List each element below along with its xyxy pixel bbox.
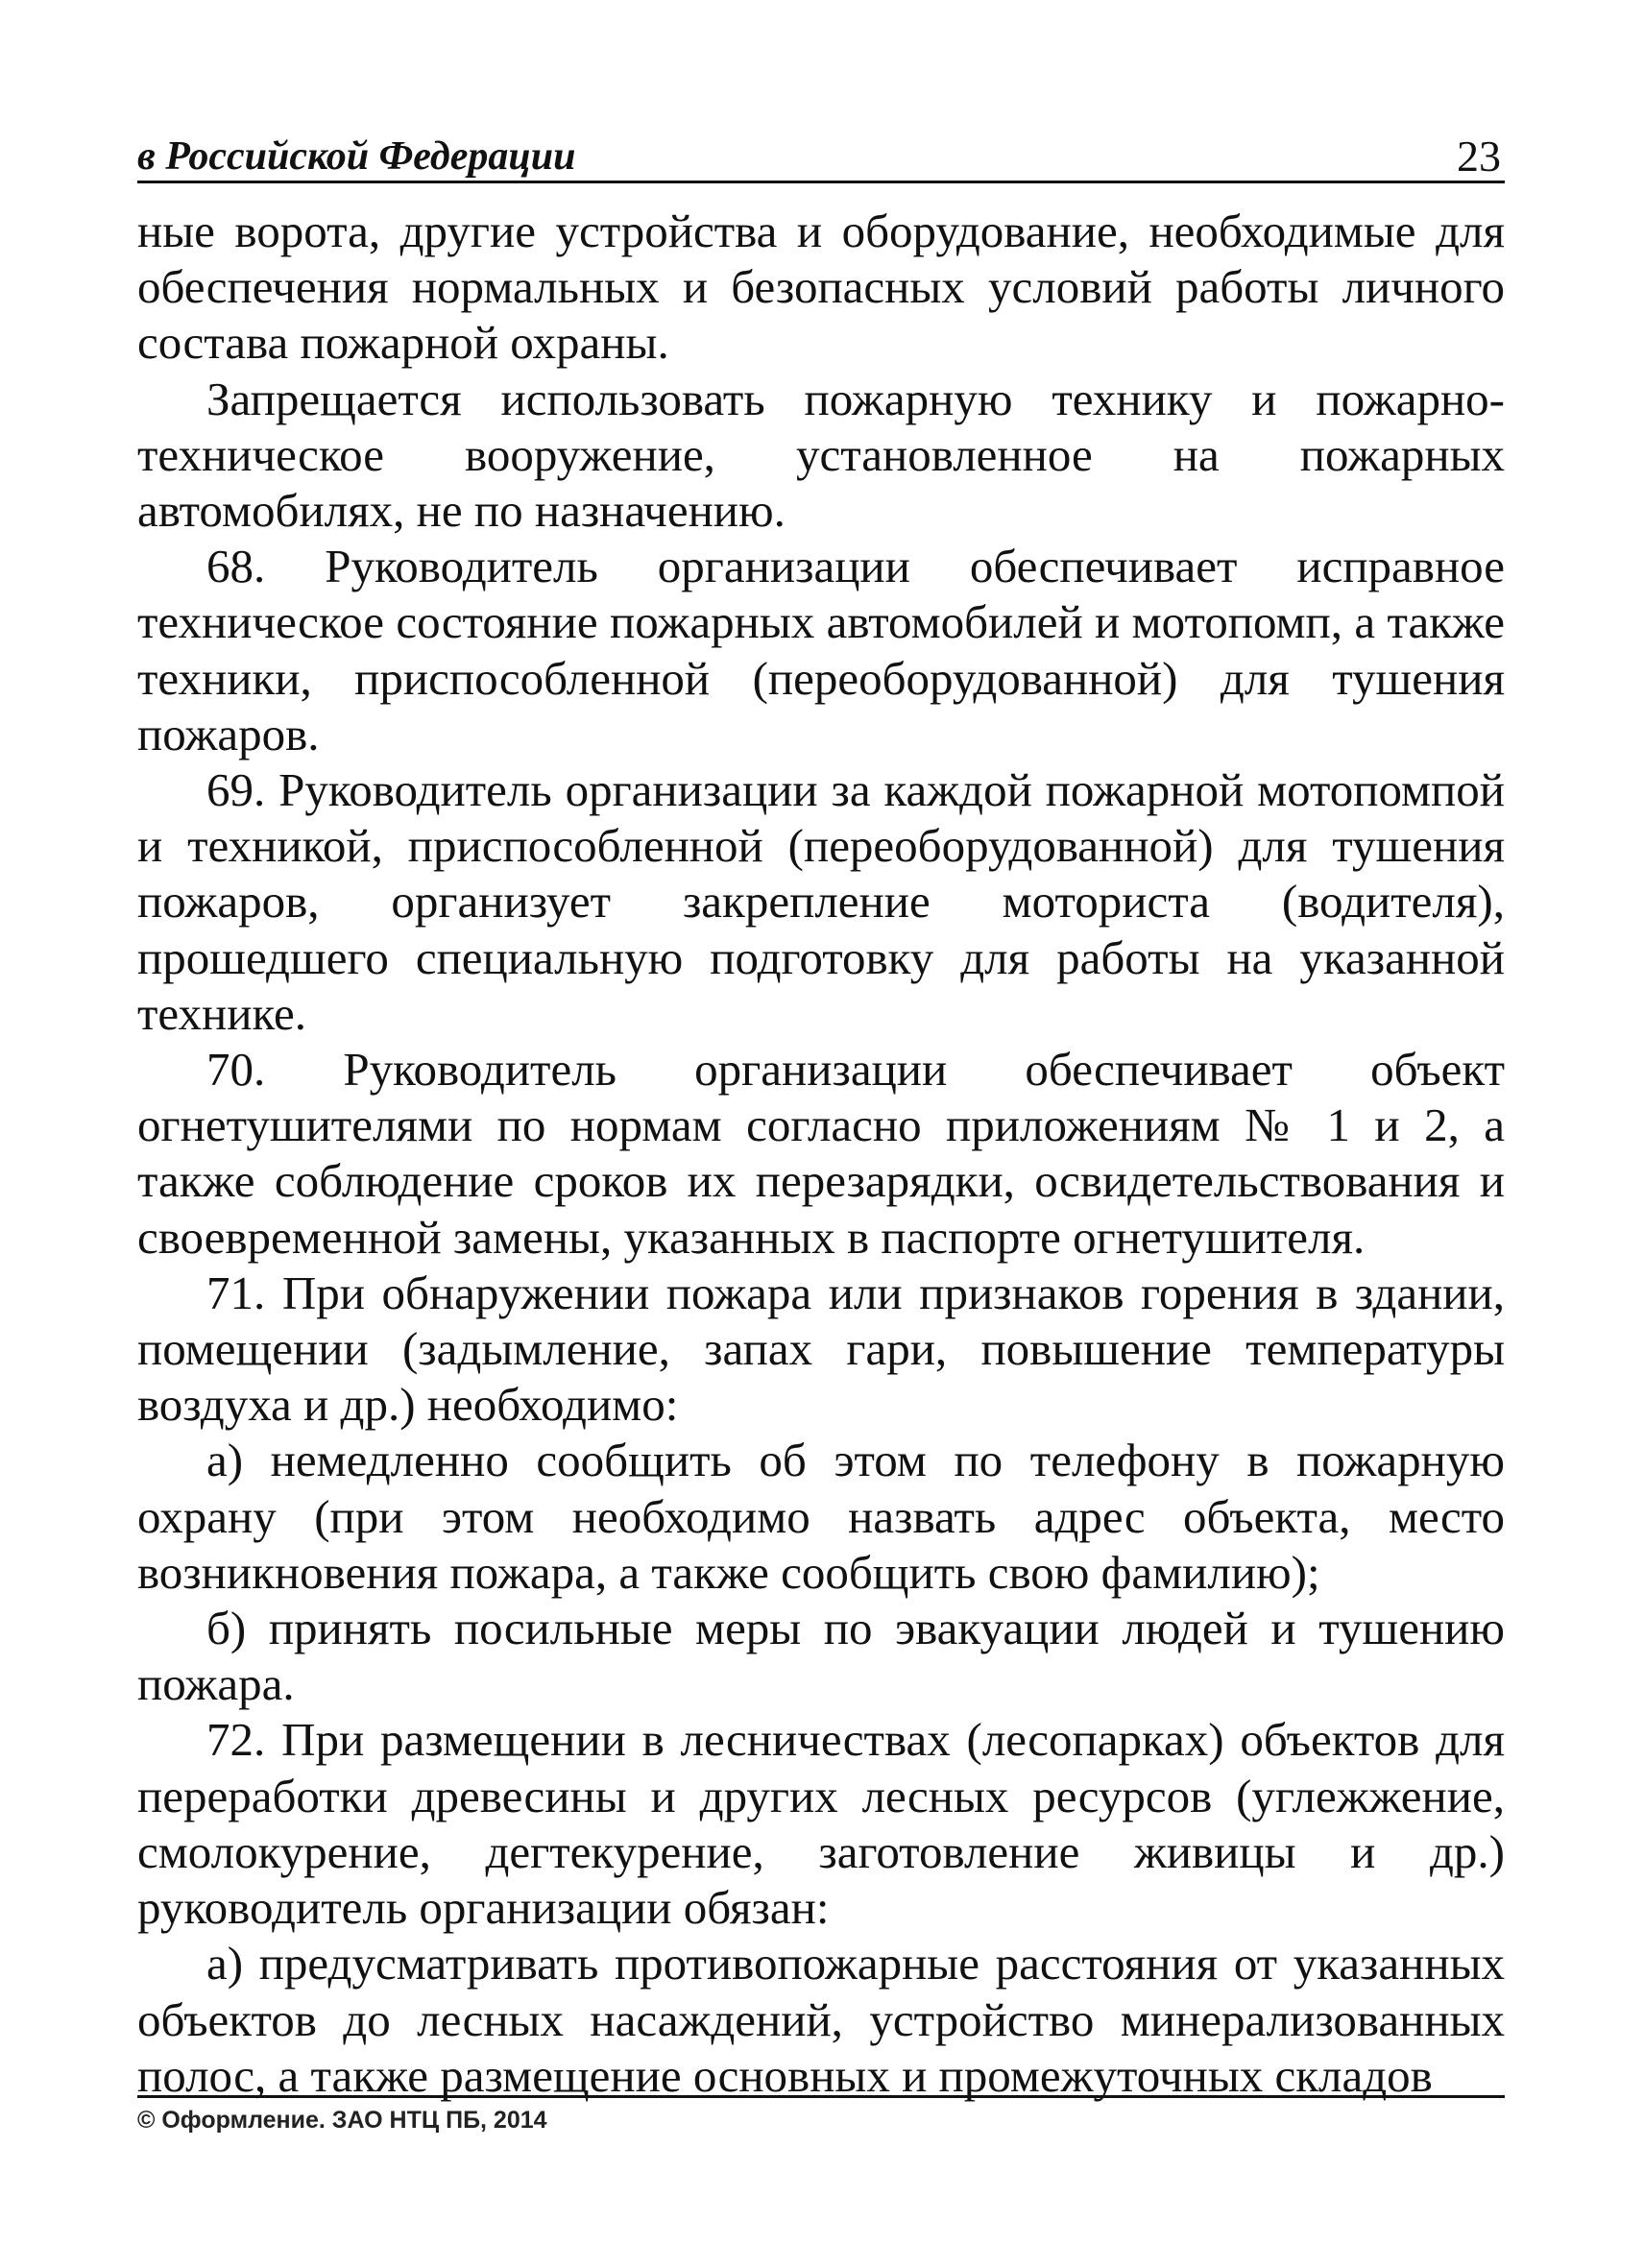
footer-divider xyxy=(137,2095,1505,2098)
paragraph-72: 72. При размещении в лесничествах (лесопарках) объектов для переработки древесины и других лесных ресурсов (углежжение, смолокурение, дегтекурение, заготовление живицы и др.) руководитель организации обязан: xyxy=(137,1713,1505,1935)
paragraph-68: 68. Руководитель организации обеспечивает исправное техническое состояние пожарных автомобилей и мотопомп, а также техники, приспособленной (переоборудованной) для тушения пожаров. xyxy=(137,540,1505,760)
header-title: в Российской Федерации xyxy=(137,134,576,179)
paragraph-prohibition: Запрещается использовать пожарную технику и пожарно-техническое вооружение, установленное на пожарных автомобилях, не по назначению. xyxy=(137,372,1505,538)
paragraph-71-a: а) немедленно сообщить об этом по телефону в пожарную охрану (при этом необходимо назвать адрес объекта, место возникновения пожара, а также сообщить свою фамилию); xyxy=(137,1434,1505,1599)
paragraph-69: 69. Руководитель организации за каждой пожарной мотопомпой и техникой, приспособленной (переоборудованной) для тушения пожаров, организует закрепление моториста (водителя), прошедшего специальную подготовку для работы на указанной технике. xyxy=(137,763,1505,1040)
footer-copyright: © Оформление. ЗАО НТЦ ПБ, 2014 xyxy=(137,2107,547,2134)
paragraph-71-b: б) принять посильные меры по эвакуации людей и тушению пожара. xyxy=(137,1602,1505,1711)
page-number: 23 xyxy=(1457,132,1501,181)
paragraph-72-a: а) предусматривать противопожарные расстояния от указанных объектов до лесных насаждений, устройство минерализованных полос, а также размещение основных и промежуточных складов xyxy=(137,1937,1505,2102)
running-header xyxy=(137,123,1505,183)
paragraph-71: 71. При обнаружении пожара или признаков горения в здании, помещении (задымление, запах гари, повышение температуры воздуха и др.) необходимо: xyxy=(137,1266,1505,1432)
paragraph-continuation: ные ворота, другие устройства и оборудование, необходимые для обеспечения нормальных и безопасных условий работы личного состава пожарной охраны. xyxy=(137,205,1505,370)
paragraph-70: 70. Руководитель организации обеспечивает объект огнетушителями по нормам согласно приложениям № 1 и 2, а также соблюдение сроков их перезарядки, освидетельствования и своевременной замены, указанных в паспорте огнетушителя. xyxy=(137,1043,1505,1264)
body-text xyxy=(137,204,1505,2104)
